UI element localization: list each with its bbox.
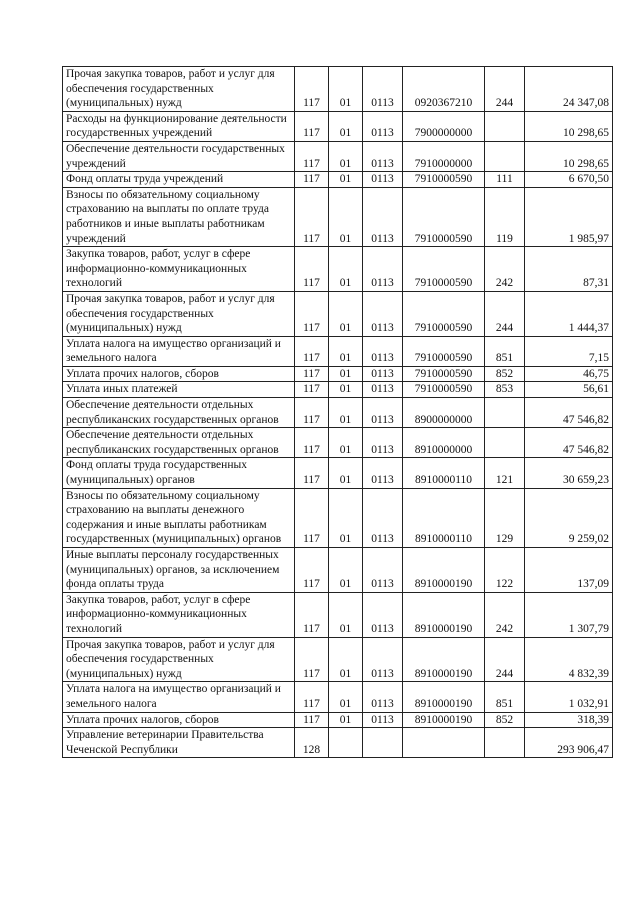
expense-type-cell — [485, 398, 525, 428]
department-code-cell: 117 — [295, 398, 329, 428]
subsection-code-cell: 0113 — [363, 712, 403, 728]
subsection-code-cell: 0113 — [363, 398, 403, 428]
row-name-cell: Уплата иных платежей — [63, 382, 295, 398]
department-code-cell: 117 — [295, 336, 329, 366]
target-article-cell: 7910000590 — [403, 336, 485, 366]
amount-cell: 293 906,47 — [525, 728, 613, 758]
section-code-cell: 01 — [329, 428, 363, 458]
subsection-code-cell: 0113 — [363, 682, 403, 712]
table-row — [63, 682, 613, 712]
table-row — [63, 728, 613, 758]
table-row — [63, 548, 613, 593]
table-row — [63, 488, 613, 547]
subsection-code-cell: 0113 — [363, 592, 403, 637]
expense-type-cell: 122 — [485, 548, 525, 593]
target-article-cell: 7910000590 — [403, 291, 485, 336]
target-article-cell: 8910000110 — [403, 488, 485, 547]
target-article-cell: 8910000190 — [403, 548, 485, 593]
target-article-cell: 8910000190 — [403, 712, 485, 728]
table-row — [63, 458, 613, 488]
document-page — [62, 66, 613, 758]
department-code-cell: 117 — [295, 141, 329, 171]
section-code-cell: 01 — [329, 187, 363, 246]
target-article-cell: 7910000590 — [403, 366, 485, 382]
section-code-cell: 01 — [329, 488, 363, 547]
table-row — [63, 712, 613, 728]
department-code-cell: 117 — [295, 67, 329, 112]
department-code-cell: 117 — [295, 712, 329, 728]
row-name-cell: Обеспечение деятельности отдельных республиканских государственных органов — [63, 398, 295, 428]
table-row — [63, 398, 613, 428]
amount-cell: 4 832,39 — [525, 637, 613, 682]
table-row — [63, 336, 613, 366]
section-code-cell: 01 — [329, 398, 363, 428]
department-code-cell: 117 — [295, 111, 329, 141]
target-article-cell: 7910000000 — [403, 141, 485, 171]
expense-type-cell: 244 — [485, 67, 525, 112]
amount-cell: 7,15 — [525, 336, 613, 366]
target-article-cell: 7910000590 — [403, 172, 485, 188]
amount-cell: 9 259,02 — [525, 488, 613, 547]
row-name-cell: Уплата налога на имущество организаций и земельного налога — [63, 682, 295, 712]
subsection-code-cell: 0113 — [363, 247, 403, 292]
department-code-cell: 117 — [295, 382, 329, 398]
target-article-cell: 0920367210 — [403, 67, 485, 112]
row-name-cell: Прочая закупка товаров, работ и услуг для обеспечения государственных (муниципальных) нужд — [63, 67, 295, 112]
row-name-cell: Уплата налога на имущество организаций и земельного налога — [63, 336, 295, 366]
subsection-code-cell: 0113 — [363, 172, 403, 188]
target-article-cell: 7910000590 — [403, 382, 485, 398]
subsection-code-cell: 0113 — [363, 366, 403, 382]
row-name-cell: Прочая закупка товаров, работ и услуг для обеспечения государственных (муниципальных) нужд — [63, 291, 295, 336]
department-code-cell: 117 — [295, 428, 329, 458]
department-code-cell: 117 — [295, 187, 329, 246]
row-name-cell: Взносы по обязательному социальному страхованию на выплаты денежного содержания и иные выплаты работникам государственных (муниципальных) органов — [63, 488, 295, 547]
department-code-cell: 117 — [295, 172, 329, 188]
section-code-cell: 01 — [329, 712, 363, 728]
table-row — [63, 111, 613, 141]
subsection-code-cell: 0113 — [363, 187, 403, 246]
target-article-cell: 8910000000 — [403, 428, 485, 458]
expense-type-cell: 242 — [485, 247, 525, 292]
expense-type-cell — [485, 141, 525, 171]
section-code-cell: 01 — [329, 682, 363, 712]
subsection-code-cell: 0113 — [363, 458, 403, 488]
table-row — [63, 141, 613, 171]
department-code-cell: 128 — [295, 728, 329, 758]
table-body — [63, 67, 613, 758]
department-code-cell: 117 — [295, 458, 329, 488]
section-code-cell: 01 — [329, 458, 363, 488]
amount-cell: 1 985,97 — [525, 187, 613, 246]
target-article-cell: 8910000190 — [403, 682, 485, 712]
expense-type-cell: 244 — [485, 291, 525, 336]
subsection-code-cell: 0113 — [363, 637, 403, 682]
subsection-code-cell: 0113 — [363, 336, 403, 366]
table-row — [63, 382, 613, 398]
table-row — [63, 67, 613, 112]
subsection-code-cell: 0113 — [363, 141, 403, 171]
amount-cell: 47 546,82 — [525, 428, 613, 458]
expense-type-cell — [485, 728, 525, 758]
expense-type-cell — [485, 428, 525, 458]
target-article-cell: 8910000110 — [403, 458, 485, 488]
row-name-cell: Взносы по обязательному социальному страхованию на выплаты по оплате труда работников и иные выплаты работникам учреждений — [63, 187, 295, 246]
section-code-cell: 01 — [329, 172, 363, 188]
target-article-cell: 8910000190 — [403, 592, 485, 637]
expense-type-cell: 853 — [485, 382, 525, 398]
row-name-cell: Иные выплаты персоналу государственных (муниципальных) органов, за исключением фонда оплаты труда — [63, 548, 295, 593]
row-name-cell: Закупка товаров, работ, услуг в сфере информационно-коммуникационных технологий — [63, 592, 295, 637]
department-code-cell: 117 — [295, 592, 329, 637]
section-code-cell: 01 — [329, 637, 363, 682]
section-code-cell: 01 — [329, 247, 363, 292]
amount-cell: 10 298,65 — [525, 111, 613, 141]
target-article-cell: 7900000000 — [403, 111, 485, 141]
section-code-cell: 01 — [329, 366, 363, 382]
target-article-cell: 8900000000 — [403, 398, 485, 428]
expense-type-cell: 852 — [485, 366, 525, 382]
section-code-cell: 01 — [329, 336, 363, 366]
section-code-cell: 01 — [329, 291, 363, 336]
row-name-cell: Уплата прочих налогов, сборов — [63, 712, 295, 728]
subsection-code-cell — [363, 728, 403, 758]
amount-cell: 30 659,23 — [525, 458, 613, 488]
department-code-cell: 117 — [295, 488, 329, 547]
table-row — [63, 291, 613, 336]
subsection-code-cell: 0113 — [363, 548, 403, 593]
section-code-cell: 01 — [329, 548, 363, 593]
amount-cell: 1 032,91 — [525, 682, 613, 712]
amount-cell: 87,31 — [525, 247, 613, 292]
department-code-cell: 117 — [295, 682, 329, 712]
row-name-cell: Уплата прочих налогов, сборов — [63, 366, 295, 382]
expense-type-cell: 852 — [485, 712, 525, 728]
row-name-cell: Фонд оплаты труда государственных (муниципальных) органов — [63, 458, 295, 488]
section-code-cell — [329, 728, 363, 758]
subsection-code-cell: 0113 — [363, 488, 403, 547]
row-name-cell: Расходы на функционирование деятельности государственных учреждений — [63, 111, 295, 141]
section-code-cell: 01 — [329, 141, 363, 171]
expense-type-cell: 119 — [485, 187, 525, 246]
section-code-cell: 01 — [329, 67, 363, 112]
subsection-code-cell: 0113 — [363, 111, 403, 141]
target-article-cell: 8910000190 — [403, 637, 485, 682]
subsection-code-cell: 0113 — [363, 382, 403, 398]
department-code-cell: 117 — [295, 366, 329, 382]
table-row — [63, 592, 613, 637]
expense-type-cell: 129 — [485, 488, 525, 547]
table-row — [63, 637, 613, 682]
department-code-cell: 117 — [295, 548, 329, 593]
row-name-cell: Закупка товаров, работ, услуг в сфере информационно-коммуникационных технологий — [63, 247, 295, 292]
section-code-cell: 01 — [329, 592, 363, 637]
table-row — [63, 187, 613, 246]
target-article-cell: 7910000590 — [403, 247, 485, 292]
amount-cell: 24 347,08 — [525, 67, 613, 112]
row-name-cell: Фонд оплаты труда учреждений — [63, 172, 295, 188]
row-name-cell: Управление ветеринарии Правительства Чеченской Республики — [63, 728, 295, 758]
subsection-code-cell: 0113 — [363, 67, 403, 112]
target-article-cell — [403, 728, 485, 758]
table-row — [63, 247, 613, 292]
expense-type-cell: 851 — [485, 336, 525, 366]
department-code-cell: 117 — [295, 247, 329, 292]
amount-cell: 1 444,37 — [525, 291, 613, 336]
table-row — [63, 366, 613, 382]
department-code-cell: 117 — [295, 291, 329, 336]
expense-type-cell — [485, 111, 525, 141]
row-name-cell: Прочая закупка товаров, работ и услуг для обеспечения государственных (муниципальных) нужд — [63, 637, 295, 682]
amount-cell: 46,75 — [525, 366, 613, 382]
expense-type-cell: 244 — [485, 637, 525, 682]
subsection-code-cell: 0113 — [363, 291, 403, 336]
amount-cell: 56,61 — [525, 382, 613, 398]
expense-type-cell: 111 — [485, 172, 525, 188]
row-name-cell: Обеспечение деятельности государственных учреждений — [63, 141, 295, 171]
section-code-cell: 01 — [329, 111, 363, 141]
section-code-cell: 01 — [329, 382, 363, 398]
expense-type-cell: 851 — [485, 682, 525, 712]
expense-type-cell: 121 — [485, 458, 525, 488]
amount-cell: 6 670,50 — [525, 172, 613, 188]
amount-cell: 10 298,65 — [525, 141, 613, 171]
department-code-cell: 117 — [295, 637, 329, 682]
row-name-cell: Обеспечение деятельности отдельных республиканских государственных органов — [63, 428, 295, 458]
budget-table — [62, 66, 613, 758]
subsection-code-cell: 0113 — [363, 428, 403, 458]
amount-cell: 137,09 — [525, 548, 613, 593]
amount-cell: 318,39 — [525, 712, 613, 728]
amount-cell: 1 307,79 — [525, 592, 613, 637]
target-article-cell: 7910000590 — [403, 187, 485, 246]
expense-type-cell: 242 — [485, 592, 525, 637]
table-row — [63, 428, 613, 458]
table-row — [63, 172, 613, 188]
amount-cell: 47 546,82 — [525, 398, 613, 428]
